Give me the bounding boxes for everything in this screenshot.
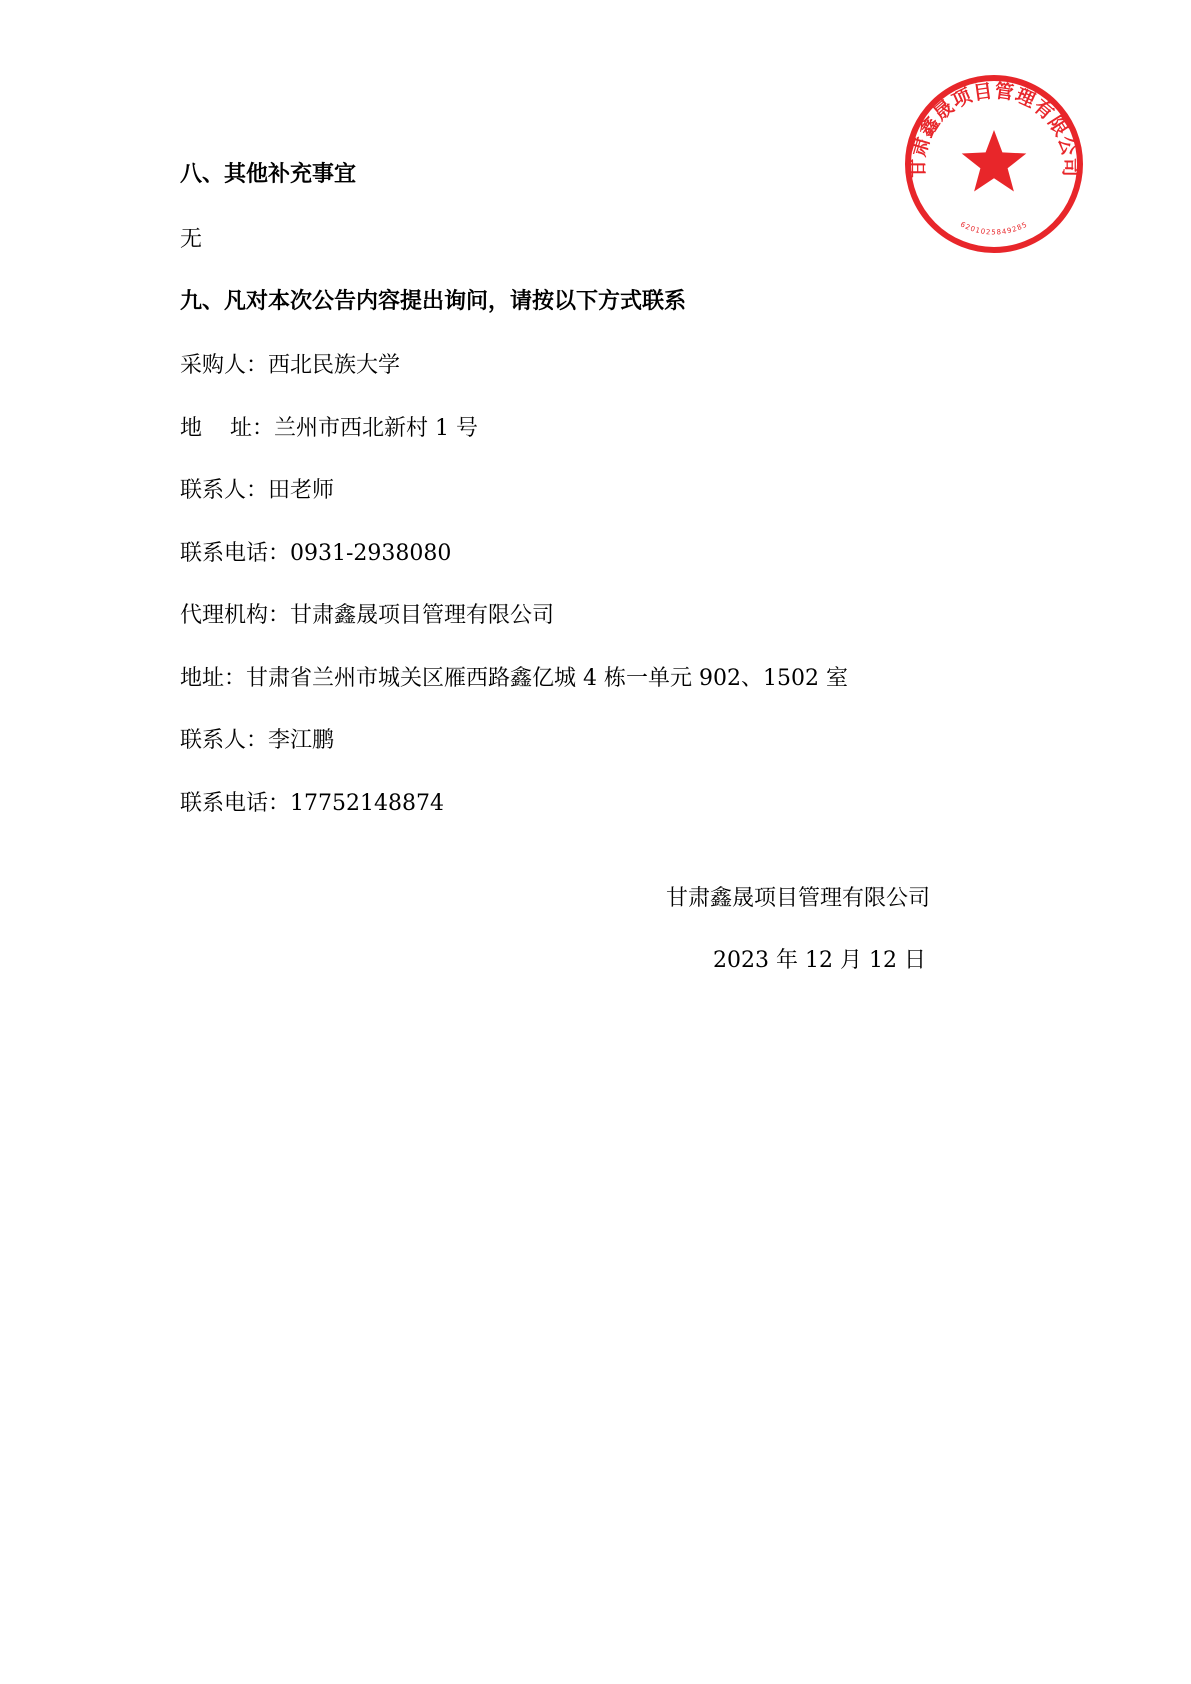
svg-text:6201025849285 [959,220,1029,236]
purchaser-line: 采购人：西北民族大学 [180,353,401,378]
seal-number: 6201025849285 [958,220,1030,237]
seal-text: 甘肃鑫晟项目管理有限公司 [906,79,1082,178]
section-8-content: 无 [180,227,203,252]
agency-contact-line: 联系人：李江鹏 [180,728,335,753]
section-8-heading: 八、其他补充事宜 [180,162,357,187]
agency-address-line: 地址：甘肃省兰州市城关区雁西路鑫亿城 4 栋一单元 902、1502 室 [180,666,848,691]
purchaser-contact-line: 联系人：田老师 [180,478,335,503]
section-9-heading: 九、凡对本次公告内容提出询问，请按以下方式联系 [180,289,687,314]
company-seal-icon [902,72,1086,256]
agency-line: 代理机构：甘肃鑫晟项目管理有限公司 [180,603,555,628]
signature-date: 2023 年 12 月 12 日 [713,948,926,973]
purchaser-address-line: 地 址：兰州市西北新村 1 号 [180,416,478,441]
signature-company: 甘肃鑫晟项目管理有限公司 [666,886,931,911]
purchaser-phone-line: 联系电话：0931-2938080 [180,541,452,566]
agency-phone-line: 联系电话：17752148874 [180,791,444,816]
